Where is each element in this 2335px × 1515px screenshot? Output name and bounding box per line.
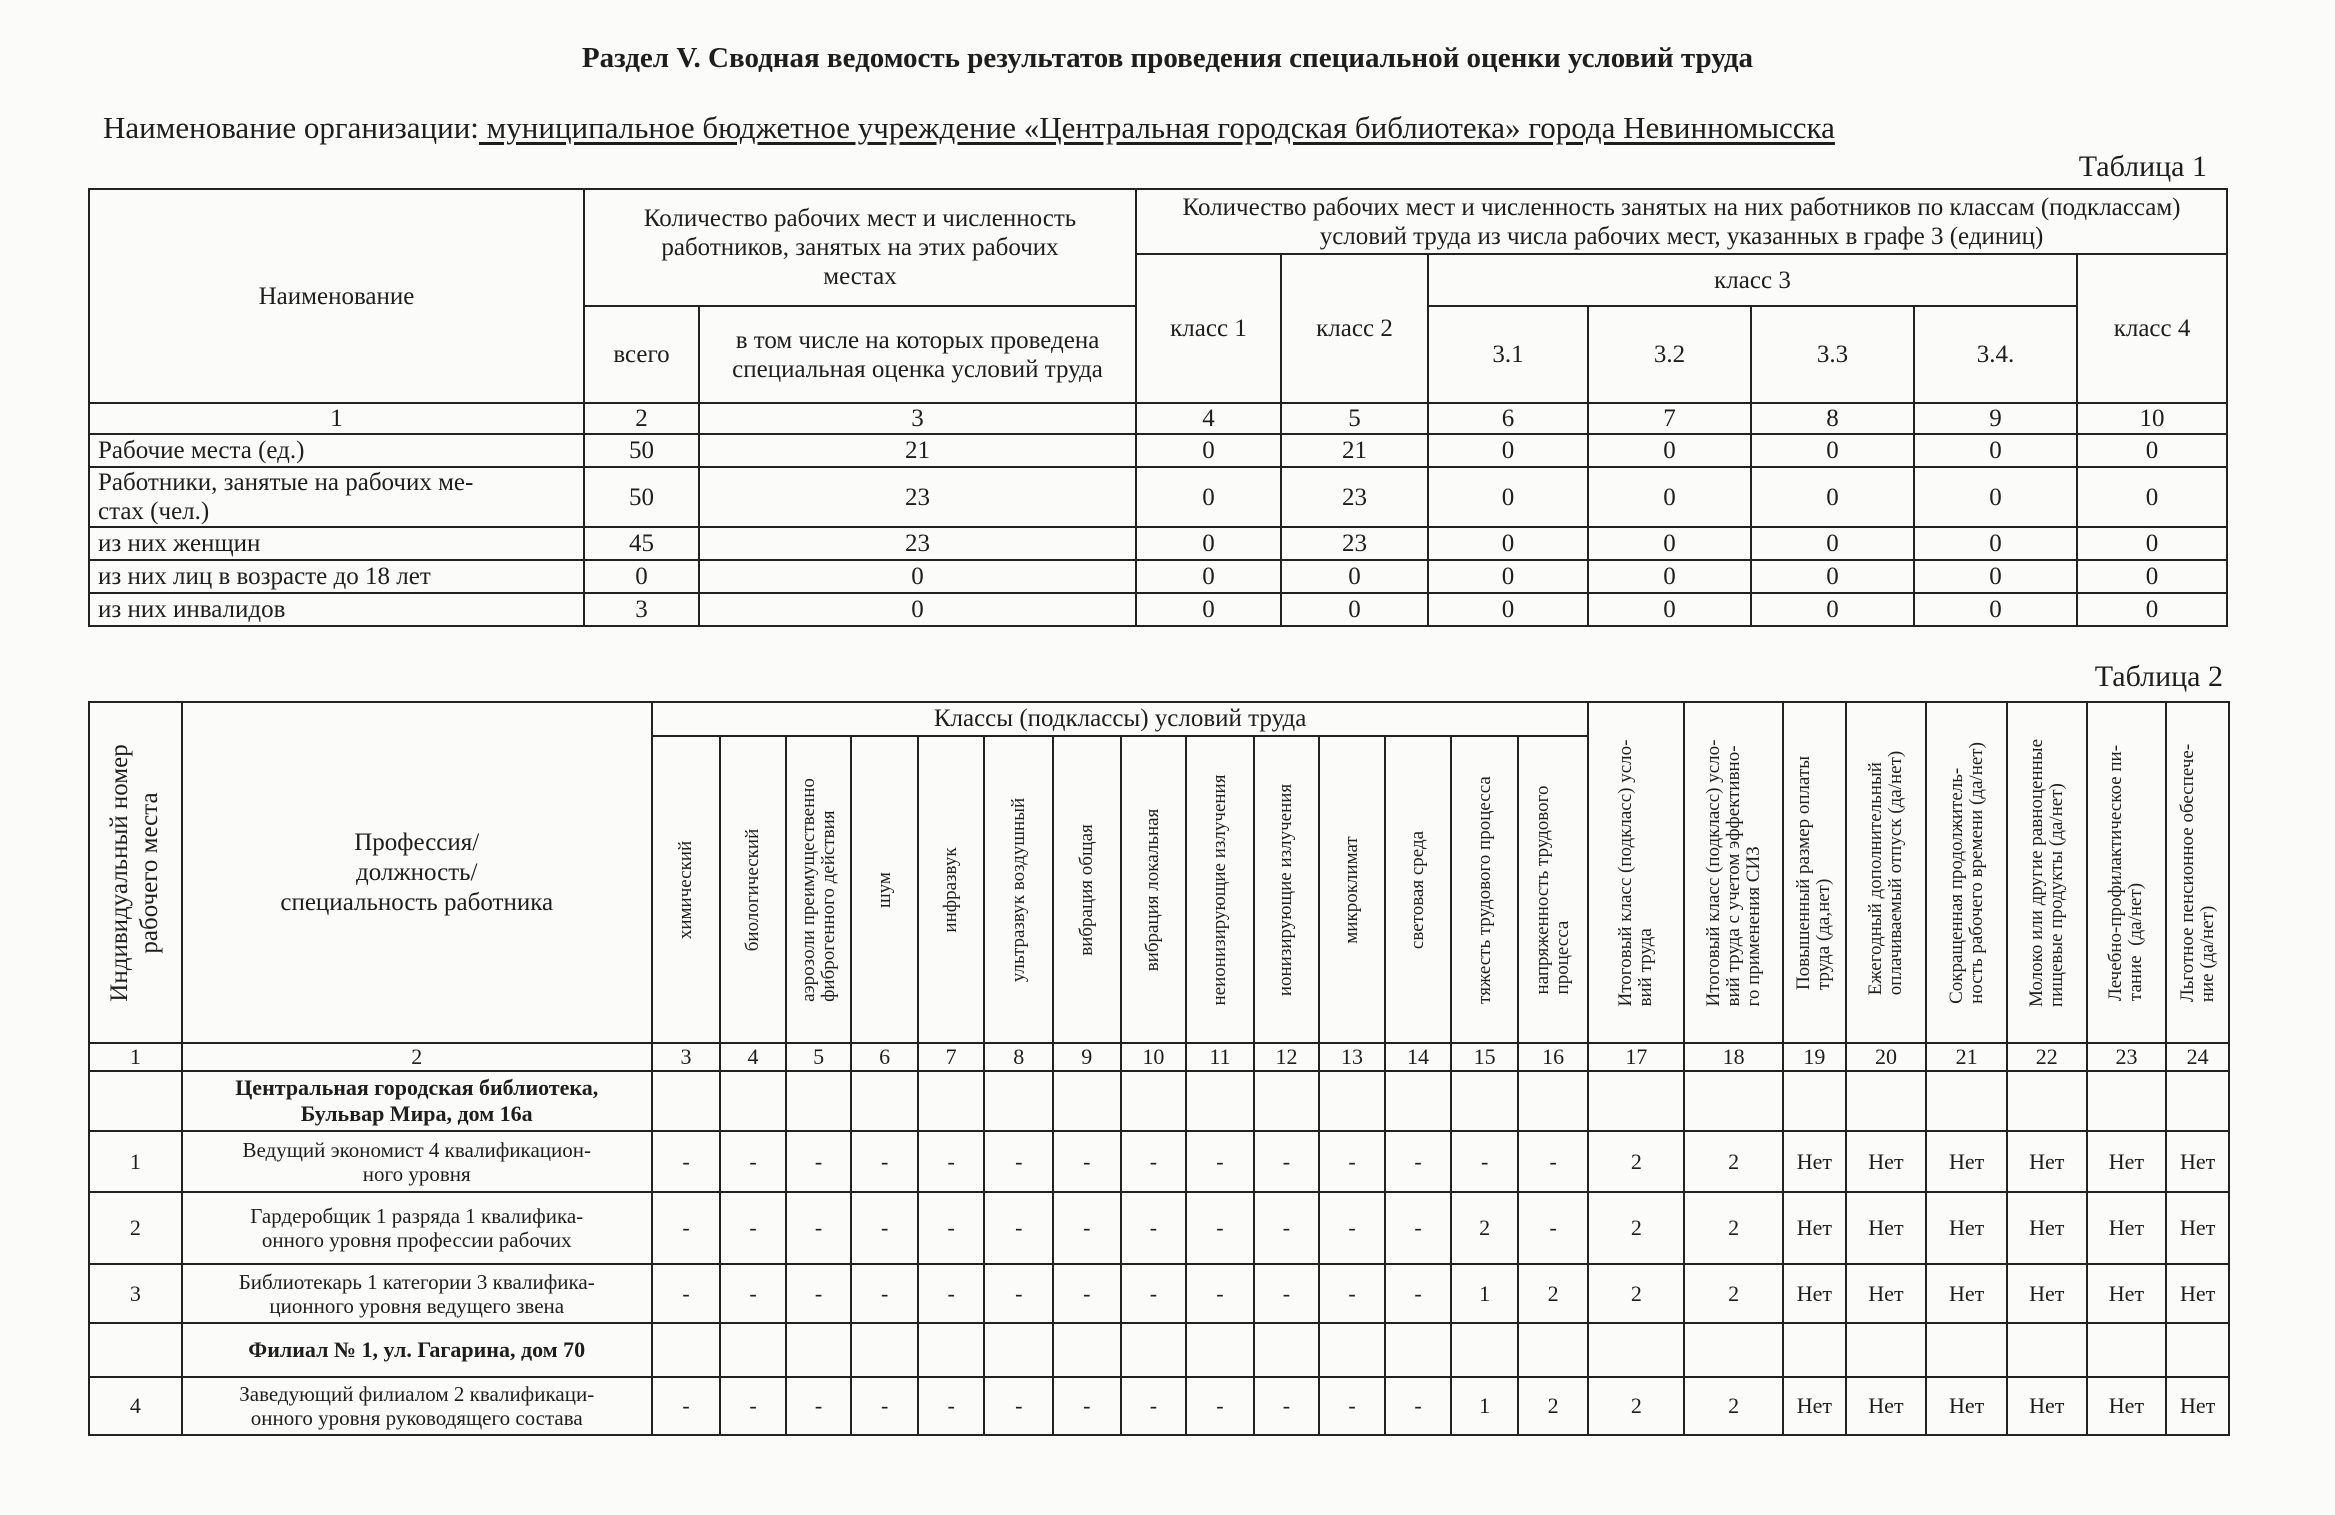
cell-value: -	[720, 1264, 786, 1323]
cell-value: 2	[1588, 1192, 1684, 1264]
cell-value: 21	[699, 434, 1136, 467]
cell-value: Нет	[1926, 1377, 2007, 1435]
row-label: из них инвалидов	[89, 593, 584, 626]
cell-value: Нет	[2087, 1192, 2167, 1264]
group-title: Центральная городская библиотека, Бульвар Мира, дом 16а	[182, 1071, 652, 1131]
row-label: из них лиц в возрасте до 18 лет	[89, 560, 584, 593]
cell-value: Нет	[2166, 1131, 2229, 1192]
cell-value: 0	[1428, 434, 1588, 467]
cell-value: 0	[1588, 560, 1751, 593]
row-label: Рабочие места (ед.)	[89, 434, 584, 467]
header-final-class-ppe: Итоговый класс (подкласс) усло- вий труда с учетом эффективно- го применения СИЗ	[1684, 702, 1783, 1043]
cell-value: 0	[1914, 560, 2077, 593]
cell-value: 2	[1518, 1377, 1589, 1435]
header-workplaces-group: Количество рабочих мест и численность работников, занятых на этих рабочих местах	[584, 189, 1136, 306]
cell-value: Нет	[2166, 1377, 2229, 1435]
cell-value: 45	[584, 527, 699, 560]
group-row	[89, 1323, 2229, 1377]
cell-value: 0	[1136, 467, 1281, 527]
column-number: 19	[1783, 1043, 1846, 1071]
cell-value: 21	[1281, 434, 1428, 467]
cell-value: -	[720, 1377, 786, 1435]
column-number: 2	[584, 403, 699, 434]
cell-value: 2	[1518, 1264, 1589, 1323]
header-workplace-id: Индивидуальный номер рабочего места	[89, 702, 182, 1043]
header-factor: световая среда	[1385, 736, 1452, 1043]
cell-value: -	[851, 1192, 918, 1264]
column-number: 1	[89, 403, 584, 434]
cell-value: 0	[699, 593, 1136, 626]
cell-value: -	[652, 1131, 721, 1192]
page-title: Раздел V. Сводная ведомость результатов проведения специальной оценки условий труда	[581, 42, 1754, 74]
column-number: 10	[2077, 403, 2227, 434]
column-number: 14	[1385, 1043, 1452, 1071]
cell-value: 2	[1451, 1192, 1518, 1264]
column-number: 22	[2007, 1043, 2087, 1071]
cell-value: 2	[1684, 1192, 1783, 1264]
header-therapeutic-food: Лечебно-профилактическое пи- тание (да/нет)	[2087, 702, 2167, 1043]
workplace-id: 1	[89, 1131, 182, 1192]
cell-value: -	[786, 1192, 852, 1264]
header-sub-3-2: 3.2	[1588, 306, 1751, 403]
cell-value: 0	[2077, 467, 2227, 527]
cell-value: -	[1254, 1192, 1320, 1264]
profession-name: Ведущий экономист 4 квалификацион- ного уровня	[182, 1131, 652, 1192]
cell-value: Нет	[2007, 1131, 2087, 1192]
table1-caption: Таблица 1	[2078, 150, 2207, 183]
header-factor: аэрозоли преимущественно фиброгенного действия	[786, 736, 852, 1043]
column-number: 3	[652, 1043, 721, 1071]
cell-value: -	[1319, 1264, 1385, 1323]
header-class2: класс 2	[1281, 254, 1428, 403]
workplace-id: 4	[89, 1377, 182, 1435]
column-number: 7	[918, 1043, 985, 1071]
cell-value: 0	[699, 560, 1136, 593]
cell-value: -	[1186, 1264, 1254, 1323]
cell-value: 0	[1428, 527, 1588, 560]
header-sub-3-3: 3.3	[1751, 306, 1914, 403]
column-number: 10	[1121, 1043, 1187, 1071]
column-numbers-row	[89, 1043, 2229, 1071]
cell-value: Нет	[2007, 1377, 2087, 1435]
column-number: 6	[1428, 403, 1588, 434]
column-number: 9	[1053, 1043, 1121, 1071]
cell-value: -	[984, 1192, 1053, 1264]
cell-value: 0	[1751, 467, 1914, 527]
header-total: всего	[584, 306, 699, 403]
cell-value: 0	[1588, 467, 1751, 527]
header-class3: класс 3	[1428, 254, 2077, 306]
cell-value: Нет	[2087, 1377, 2167, 1435]
cell-value: -	[1254, 1377, 1320, 1435]
column-number: 20	[1846, 1043, 1927, 1071]
cell-value: 0	[1136, 527, 1281, 560]
header-name: Наименование	[89, 189, 584, 403]
cell-value: 23	[699, 467, 1136, 527]
cell-value: -	[720, 1192, 786, 1264]
cell-value: 50	[584, 434, 699, 467]
cell-value: -	[851, 1264, 918, 1323]
organization-line	[103, 110, 1835, 146]
cell-value: 0	[1751, 527, 1914, 560]
cell-value: Нет	[1846, 1264, 1927, 1323]
cell-value: -	[1254, 1264, 1320, 1323]
table-row	[89, 527, 2227, 560]
cell-value: -	[652, 1377, 721, 1435]
cell-value: 0	[1751, 434, 1914, 467]
cell-value: Нет	[1926, 1192, 2007, 1264]
column-number: 3	[699, 403, 1136, 434]
cell-value: Нет	[1783, 1192, 1846, 1264]
cell-value: 0	[1914, 434, 2077, 467]
cell-value: -	[1254, 1131, 1320, 1192]
cell-value: -	[1121, 1377, 1187, 1435]
cell-value: 0	[1428, 560, 1588, 593]
cell-value: -	[918, 1192, 985, 1264]
column-number: 9	[1914, 403, 2077, 434]
column-number: 2	[182, 1043, 652, 1071]
cell-value: -	[786, 1264, 852, 1323]
cell-value: -	[1385, 1264, 1452, 1323]
column-number: 15	[1451, 1043, 1518, 1071]
cell-value: 3	[584, 593, 699, 626]
cell-value: -	[918, 1264, 985, 1323]
cell-value: 0	[1281, 593, 1428, 626]
profession-name: Гардеробщик 1 разряда 1 квалифика- онного уровня профессии рабочих	[182, 1192, 652, 1264]
cell-value: Нет	[1846, 1192, 1927, 1264]
table-row	[89, 1377, 2229, 1435]
organization-label: Наименование организации:	[103, 110, 479, 145]
cell-value: Нет	[1783, 1131, 1846, 1192]
header-class1: класс 1	[1136, 254, 1281, 403]
cell-value: 0	[1136, 434, 1281, 467]
cell-value: 0	[2077, 593, 2227, 626]
cell-value: 2	[1684, 1131, 1783, 1192]
column-number: 23	[2087, 1043, 2167, 1071]
cell-value: 0	[1914, 527, 2077, 560]
cell-value: 2	[1588, 1264, 1684, 1323]
table-row	[89, 434, 2227, 467]
header-sub-3-4: 3.4.	[1914, 306, 2077, 403]
cell-value: 0	[1281, 560, 1428, 593]
header-reduced-hours: Сокращенная продолжитель- ность рабочего времени (да/нет)	[1926, 702, 2007, 1043]
organization-name: муниципальное бюджетное учреждение «Центральная городская библиотека» города Невинномысска	[478, 110, 1835, 145]
cell-value: 0	[1914, 467, 2077, 527]
header-factor: шум	[851, 736, 918, 1043]
cell-value: 0	[2077, 527, 2227, 560]
cell-value: -	[984, 1377, 1053, 1435]
cell-value: -	[1385, 1377, 1452, 1435]
cell-value: 23	[1281, 467, 1428, 527]
cell-value: Нет	[1846, 1131, 1927, 1192]
cell-value: -	[1319, 1377, 1385, 1435]
cell-value: -	[1186, 1377, 1254, 1435]
cell-value: 23	[699, 527, 1136, 560]
cell-value: Нет	[2166, 1264, 2229, 1323]
cell-value: Нет	[2166, 1192, 2229, 1264]
header-factor: химический	[652, 736, 721, 1043]
header-factor: вибрация общая	[1053, 736, 1121, 1043]
cell-value: 2	[1684, 1264, 1783, 1323]
column-number: 13	[1319, 1043, 1385, 1071]
header-classes-group: Количество рабочих мест и численность занятых на них работников по классам (подклассам) условий труда из числа рабочих мест, указанных в графе 3 (единиц)	[1136, 189, 2227, 254]
cell-value: 0	[1751, 560, 1914, 593]
column-number: 4	[720, 1043, 786, 1071]
column-number: 1	[89, 1043, 182, 1071]
header-increased-pay: Повышенный размер оплаты труда (да,нет)	[1783, 702, 1846, 1043]
header-factor: ионизирующие излучения	[1254, 736, 1320, 1043]
row-label: из них женщин	[89, 527, 584, 560]
column-number: 5	[786, 1043, 852, 1071]
column-number: 4	[1136, 403, 1281, 434]
group-title: Филиал № 1, ул. Гагарина, дом 70	[182, 1323, 652, 1377]
cell-value: 2	[1588, 1131, 1684, 1192]
cell-value: -	[851, 1131, 918, 1192]
table2-caption: Таблица 2	[2094, 660, 2223, 693]
workplace-table	[88, 701, 2230, 1436]
table-row	[89, 1264, 2229, 1323]
cell-value: 0	[584, 560, 699, 593]
workplace-id: 2	[89, 1192, 182, 1264]
cell-value: -	[1186, 1192, 1254, 1264]
column-number: 5	[1281, 403, 1428, 434]
workplace-id: 3	[89, 1264, 182, 1323]
cell-value: Нет	[1926, 1264, 2007, 1323]
cell-value: -	[851, 1377, 918, 1435]
header-assessed: в том числе на которых проведена специальная оценка условий труда	[699, 306, 1136, 403]
table-row	[89, 1192, 2229, 1264]
header-factor: биологический	[720, 736, 786, 1043]
cell-value: -	[652, 1264, 721, 1323]
cell-value: 2	[1588, 1377, 1684, 1435]
cell-value: -	[1053, 1131, 1121, 1192]
column-number: 21	[1926, 1043, 2007, 1071]
column-number: 7	[1588, 403, 1751, 434]
cell-value: -	[918, 1377, 985, 1435]
header-profession: Профессия/ должность/ специальность работника	[182, 702, 652, 1043]
cell-value: -	[1319, 1131, 1385, 1192]
cell-value: Нет	[1783, 1377, 1846, 1435]
cell-value: 0	[1588, 593, 1751, 626]
cell-value: -	[1053, 1192, 1121, 1264]
header-factor: неионизирующие излучения	[1186, 736, 1254, 1043]
cell-value: 0	[1914, 593, 2077, 626]
cell-value: -	[1053, 1377, 1121, 1435]
table-row	[89, 560, 2227, 593]
cell-value: -	[720, 1131, 786, 1192]
summary-table	[88, 188, 2228, 627]
profession-name: Заведующий филиалом 2 квалификаци- онного уровня руководящего состава	[182, 1377, 652, 1435]
cell-value: Нет	[1846, 1377, 1927, 1435]
cell-value: -	[1451, 1131, 1518, 1192]
header-factor: вибрация локальная	[1121, 736, 1187, 1043]
cell-value: -	[1121, 1264, 1187, 1323]
cell-value: -	[1186, 1131, 1254, 1192]
cell-value: 23	[1281, 527, 1428, 560]
cell-value: 0	[1588, 434, 1751, 467]
header-classes-group: Классы (подклассы) условий труда	[652, 702, 1589, 736]
header-class4: класс 4	[2077, 254, 2227, 403]
cell-value: 0	[1428, 467, 1588, 527]
column-number: 6	[851, 1043, 918, 1071]
cell-value: -	[786, 1377, 852, 1435]
column-numbers-row	[89, 403, 2227, 434]
header-final-class: Итоговый класс (подкласс) усло- вий труда	[1588, 702, 1684, 1043]
cell-value: 0	[1136, 593, 1281, 626]
cell-value: 0	[1428, 593, 1588, 626]
cell-value: 50	[584, 467, 699, 527]
column-number: 11	[1186, 1043, 1254, 1071]
header-milk: Молоко или другие равноценные пищевые продукты (да/нет)	[2007, 702, 2087, 1043]
column-number: 8	[1751, 403, 1914, 434]
cell-value: Нет	[1783, 1264, 1846, 1323]
cell-value: -	[1121, 1192, 1187, 1264]
table-row	[89, 467, 2227, 527]
header-sub-3-1: 3.1	[1428, 306, 1588, 403]
column-number: 8	[984, 1043, 1053, 1071]
cell-value: -	[1121, 1131, 1187, 1192]
cell-value: -	[1319, 1192, 1385, 1264]
cell-value: 2	[1684, 1377, 1783, 1435]
cell-value: -	[918, 1131, 985, 1192]
cell-value: Нет	[2087, 1264, 2167, 1323]
cell-value: 0	[1588, 527, 1751, 560]
table-row	[89, 1131, 2229, 1192]
cell-value: Нет	[2007, 1264, 2087, 1323]
column-number: 17	[1588, 1043, 1684, 1071]
cell-value: 0	[2077, 560, 2227, 593]
row-label: Работники, занятые на рабочих ме- стах (чел.)	[89, 467, 584, 527]
cell-value: Нет	[1926, 1131, 2007, 1192]
column-number: 16	[1518, 1043, 1589, 1071]
column-number: 18	[1684, 1043, 1783, 1071]
cell-value: 1	[1451, 1377, 1518, 1435]
header-factor: напряженность трудового процесса	[1518, 736, 1589, 1043]
header-pension: Льготное пенсионное обеспече- ние (да/нет)	[2166, 702, 2229, 1043]
cell-value: 1	[1451, 1264, 1518, 1323]
header-factor: инфразвук	[918, 736, 985, 1043]
cell-value: 0	[2077, 434, 2227, 467]
cell-value: -	[1053, 1264, 1121, 1323]
column-number: 24	[2166, 1043, 2229, 1071]
cell-value: -	[1385, 1192, 1452, 1264]
cell-value: Нет	[2087, 1131, 2167, 1192]
cell-value: -	[984, 1131, 1053, 1192]
cell-value: -	[1518, 1131, 1589, 1192]
cell-value: -	[1385, 1131, 1452, 1192]
cell-value: -	[1518, 1192, 1589, 1264]
column-number: 12	[1254, 1043, 1320, 1071]
header-factor: ультразвук воздушный	[984, 736, 1053, 1043]
cell-value: -	[984, 1264, 1053, 1323]
header-factor: микроклимат	[1319, 736, 1385, 1043]
cell-value: 0	[1751, 593, 1914, 626]
profession-name: Библиотекарь 1 категории 3 квалифика- ционного уровня ведущего звена	[182, 1264, 652, 1323]
cell-value: -	[652, 1192, 721, 1264]
cell-value: -	[786, 1131, 852, 1192]
table-row	[89, 593, 2227, 626]
group-row	[89, 1071, 2229, 1131]
header-factor: тяжесть трудового процесса	[1451, 736, 1518, 1043]
cell-value: 0	[1136, 560, 1281, 593]
header-extra-leave: Ежегодный дополнительный оплачиваемый отпуск (да/нет)	[1846, 702, 1927, 1043]
cell-value: Нет	[2007, 1192, 2087, 1264]
